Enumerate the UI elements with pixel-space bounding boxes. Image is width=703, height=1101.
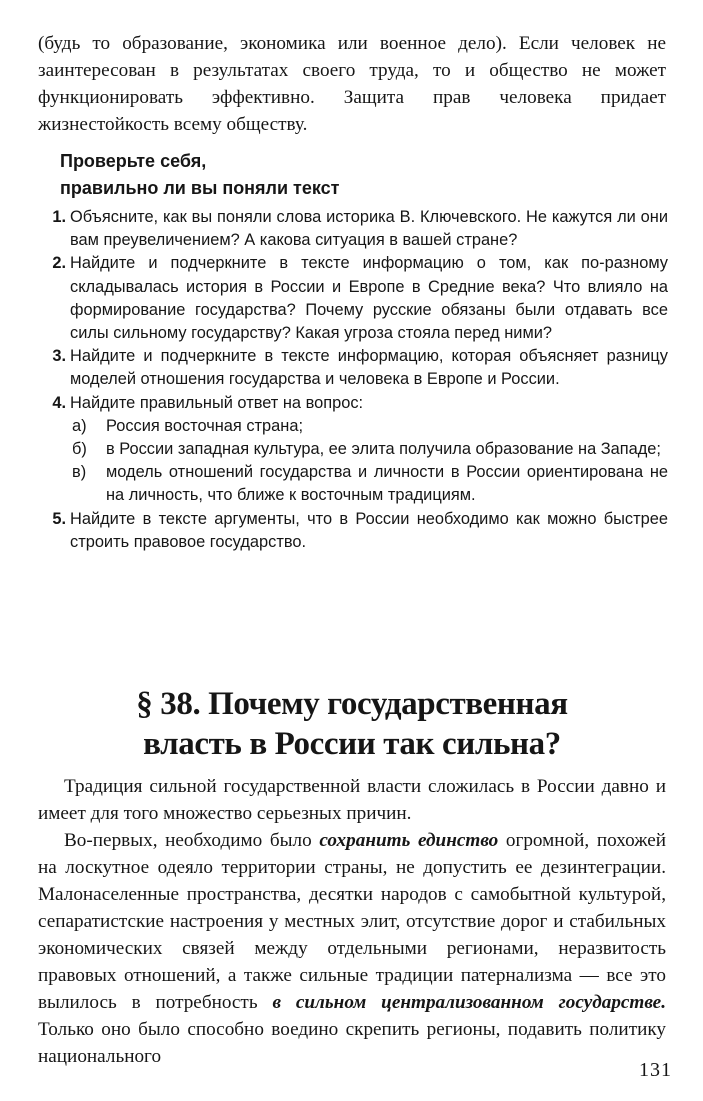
section-title-line2: власть в России так сильна?	[143, 726, 561, 762]
question-text: Объясните, как вы поняли слова историка В. Ключевского. Не кажутся ли они вам преувеличением? А какова ситуация в вашей стране?	[70, 208, 668, 250]
top-paragraph: (будь то образование, экономика или военное дело). Если человек не заинтересован в результатах своего труда, то и общество не может функционировать эффективно. Защита прав человека придает жизнестойкость всему обществу.	[38, 33, 666, 135]
section-title	[40, 684, 664, 764]
section-body	[38, 773, 666, 1070]
emphasis-unity: сохранить единство	[319, 830, 499, 851]
body-text-run: Во-первых, необходимо было	[64, 830, 320, 851]
option-text: Россия восточная страна;	[106, 416, 304, 435]
answer-option-a	[38, 415, 668, 438]
question-text: Найдите и подчеркните в тексте информацию, которая объясняет разницу моделей отношения государства и человека в Европе и России.	[70, 347, 668, 389]
option-text: модель отношений государства и личности в России ориентирована не на личность, что ближе к восточным традициям.	[106, 463, 668, 505]
option-letter: б)	[72, 440, 87, 459]
section-title-line1: § 38. Почему государственная	[136, 686, 568, 722]
question-4	[38, 392, 668, 415]
question-number: 2.	[52, 254, 66, 273]
question-text: Найдите и подчеркните в тексте информацию о том, как по-разному складывалась история в России и Европе в Средние века? Что влияло на формирование государства? Почему русские обязаны были отдавать все силы сильному государству? Какая угроза стояла перед ними?	[70, 254, 668, 343]
question-text: Найдите правильный ответ на вопрос:	[70, 393, 364, 412]
answer-option-c	[38, 461, 668, 507]
option-text: в России западная культура, ее элита получила образование на Западе;	[106, 440, 661, 459]
question-number: 3.	[52, 347, 66, 366]
question-number: 4.	[52, 393, 66, 412]
body-text-run: Только оно было способно воедино скрепить регионы, подавить политику национального	[38, 1019, 666, 1067]
body-paragraph-2	[38, 827, 666, 1070]
question-number: 5.	[52, 509, 66, 528]
question-1	[38, 206, 668, 252]
question-3	[38, 345, 668, 391]
quiz-heading-line1: Проверьте себя,	[60, 151, 207, 171]
body-paragraph-1: Традиция сильной государственной власти сложилась в России давно и имеет для того множество серьезных причин.	[38, 776, 666, 824]
answer-option-b	[38, 438, 668, 461]
quiz-question-list	[38, 206, 668, 554]
page-number: 131	[639, 1059, 672, 1081]
question-number: 1.	[52, 208, 66, 226]
question-text: Найдите в тексте аргументы, что в России необходимо как можно быстрее строить правовое государство.	[70, 509, 668, 551]
question-5	[38, 508, 668, 554]
quiz-heading	[60, 148, 660, 202]
question-2	[38, 252, 668, 345]
emphasis-centralized-state: в сильном централизованном государстве.	[272, 992, 666, 1013]
option-letter: а)	[72, 416, 87, 435]
body-text-run: огромной, похожей на лоскутное одеяло территории страны, не допустить ее дезинтеграции. Малонаселенные пространства, десятки народов с самобытной культурой, сепаратистские настроения у местных элит, отсутствие дорог и стабильных экономических связей между отдельными регионами, неразвитость правовых отношений, а также сильные традиции патернализма — все это вылилось в потребность	[38, 830, 667, 1013]
quiz-heading-line2: правильно ли вы поняли текст	[60, 178, 340, 198]
option-letter: в)	[72, 463, 87, 482]
